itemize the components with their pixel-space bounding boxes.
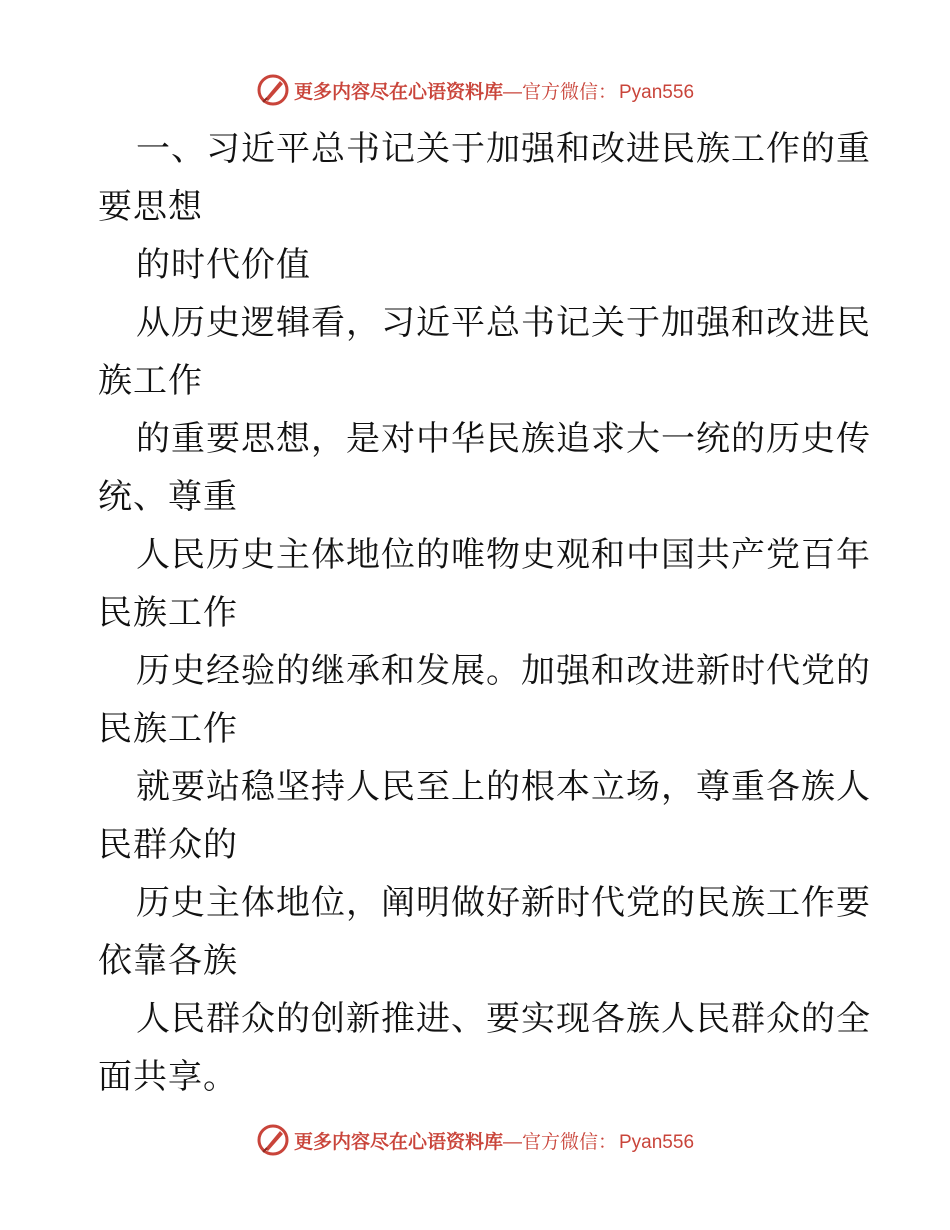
banner-wechat-id: Pyan556: [619, 1131, 695, 1153]
banner-wechat-id: Pyan556: [619, 81, 695, 103]
text-line: 的时代价值: [136, 245, 311, 285]
text-line: 民族工作: [98, 709, 238, 749]
text-line: 统、尊重: [98, 477, 238, 517]
footer-banner: [0, 1120, 950, 1160]
banner-text: [294, 1127, 694, 1154]
text-line: 从历史逻辑看，习近平总书记关于加强和改进民: [136, 303, 871, 343]
text-line: 民群众的: [98, 825, 238, 865]
banner-dash: —: [502, 1131, 522, 1153]
quill-logo-icon: [256, 73, 290, 107]
text-line: 就要站稳坚持人民至上的根本立场，尊重各族人: [136, 767, 871, 807]
text-line: 民族工作: [98, 593, 238, 633]
banner-text: [294, 77, 694, 104]
text-line: 人民群众的创新推进、要实现各族人民群众的全: [136, 999, 871, 1039]
header-banner: [0, 70, 950, 110]
banner-wechat-label: 官方微信：: [521, 1131, 617, 1153]
banner-wechat-label: 官方微信：: [521, 81, 617, 103]
quill-logo-icon: [256, 1123, 290, 1157]
banner-brand: 更多内容尽在心语资料库: [293, 1131, 503, 1153]
text-line: 族工作: [98, 361, 203, 401]
banner-brand: 更多内容尽在心语资料库: [293, 81, 503, 103]
text-line: 依靠各族: [98, 941, 238, 981]
text-line: 历史经验的继承和发展。加强和改进新时代党的: [136, 651, 871, 691]
document-body: [98, 120, 871, 1106]
text-line: 面共享。: [98, 1057, 238, 1097]
text-line: 人民历史主体地位的唯物史观和中国共产党百年: [136, 535, 871, 575]
text-line: 要思想: [98, 187, 203, 227]
text-line: 历史主体地位，阐明做好新时代党的民族工作要: [136, 883, 871, 923]
text-line: 的重要思想，是对中华民族追求大一统的历史传: [136, 419, 871, 459]
banner-dash: —: [502, 81, 522, 103]
text-line: 一、习近平总书记关于加强和改进民族工作的重: [136, 129, 871, 169]
